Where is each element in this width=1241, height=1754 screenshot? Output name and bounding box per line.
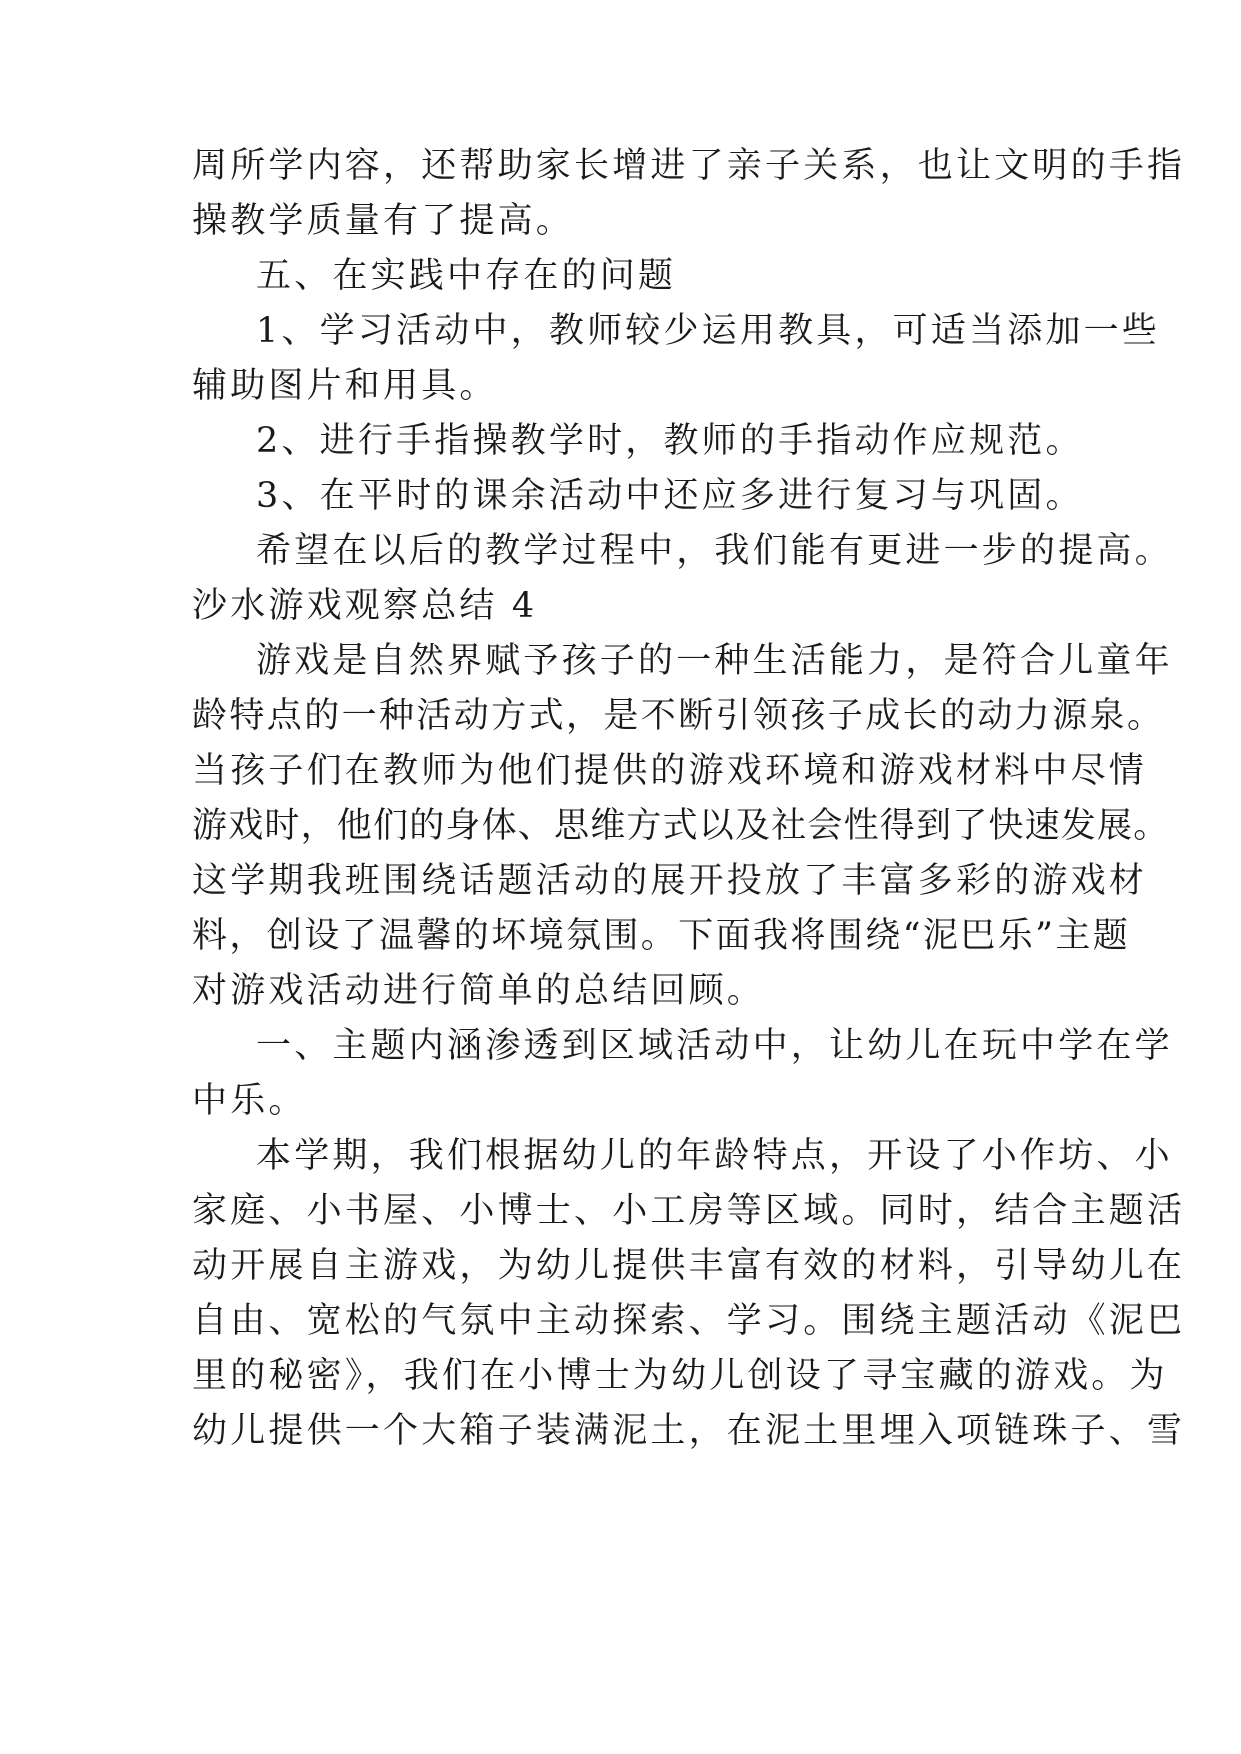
list-item: 3、在平时的课余活动中还应多进行复习与巩固。	[256, 476, 1084, 516]
text-line: 家庭、小书屋、小博士、小工房等区域。同时，结合主题活	[192, 1191, 1186, 1231]
text-line: 希望在以后的教学过程中，我们能有更进一步的提高。	[256, 531, 1173, 571]
text-line: 自由、宽松的气氛中主动探索、学习。围绕主题活动《泥巴	[192, 1301, 1186, 1341]
text-line: 对游戏活动进行简单的总结回顾。	[192, 971, 766, 1011]
text-line: 当孩子们在教师为他们提供的游戏环境和游戏材料中尽情	[192, 751, 1148, 791]
text-line: 动开展自主游戏，为幼儿提供丰富有效的材料，引导幼儿在	[192, 1246, 1186, 1286]
text-line: 龄特点的一种活动方式，是不断引领孩子成长的动力源泉。	[192, 696, 1165, 736]
text-line: 周所学内容，还帮助家长增进了亲子关系，也让文明的手指	[192, 146, 1186, 186]
text-line: 里的秘密》，我们在小博士为幼儿创设了寻宝藏的游戏。为	[192, 1356, 1168, 1396]
section-heading: 一、主题内涵渗透到区域活动中，让幼儿在玩中学在学	[256, 1026, 1173, 1066]
text-line: 辅助图片和用具。	[192, 366, 498, 406]
list-item: 2、进行手指操教学时，教师的手指动作应规范。	[256, 421, 1084, 461]
list-item: 1、学习活动中，教师较少运用教具，可适当添加一些	[256, 311, 1161, 351]
text-line: 中乐。	[192, 1081, 307, 1121]
text-line: 幼儿提供一个大箱子装满泥土，在泥土里埋入项链珠子、雪	[192, 1411, 1186, 1451]
text-line: 游戏是自然界赋予孩子的一种生活能力，是符合儿童年	[256, 641, 1173, 681]
text-line: 操教学质量有了提高。	[192, 201, 575, 241]
text-line: 这学期我班围绕话题活动的展开投放了丰富多彩的游戏材	[192, 861, 1148, 901]
text-line: 游戏时，他们的身体、思维方式以及社会性得到了快速发展。	[192, 806, 1170, 846]
section-heading: 五、在实践中存在的问题	[256, 256, 677, 296]
text-line: 本学期，我们根据幼儿的年龄特点，开设了小作坊、小	[256, 1136, 1173, 1176]
article-title: 沙水游戏观察总结 4	[192, 586, 538, 626]
text-line: 料，创设了温馨的坏境氛围。下面我将围绕“泥巴乐”主题	[192, 916, 1131, 956]
